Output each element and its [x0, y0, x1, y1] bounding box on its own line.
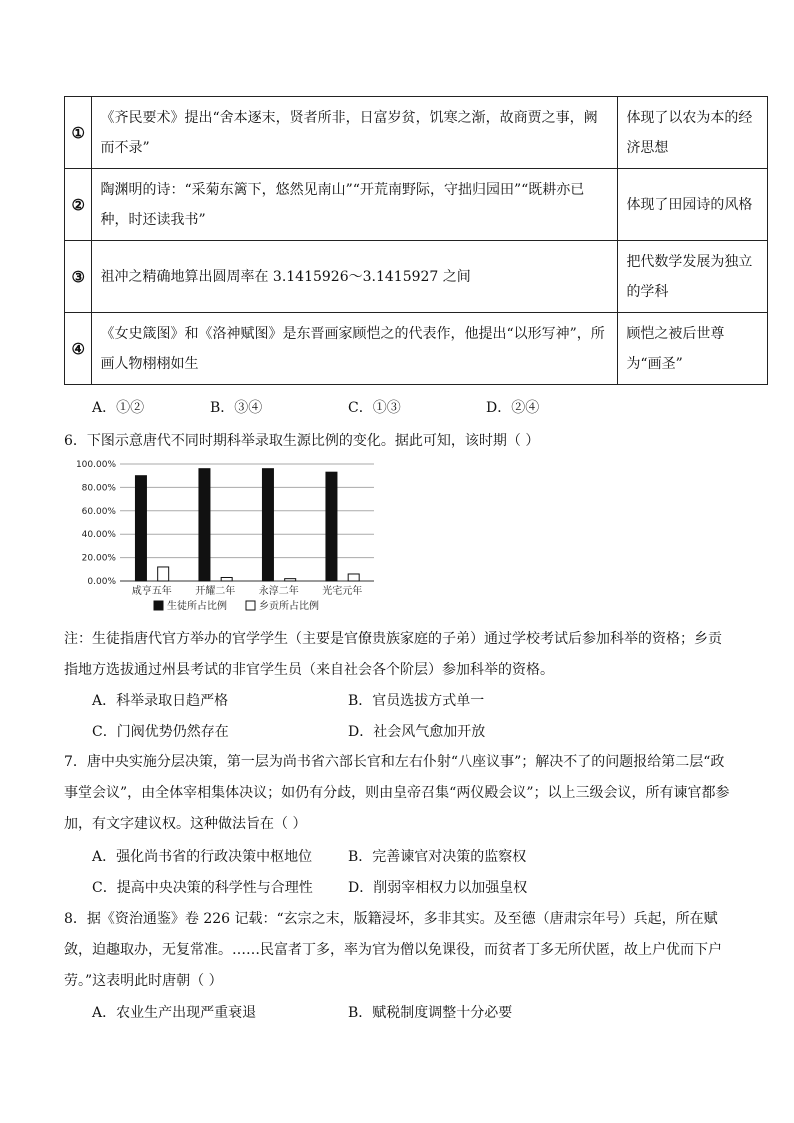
q6-option-d: D．社会风气愈加开放 [348, 724, 486, 740]
bar-乡贡所占比例 [158, 567, 169, 581]
x-tick-label: 永淳二年 [258, 586, 299, 597]
x-tick-label: 光宅元年 [322, 586, 363, 597]
legend-label: 生徒所占比例 [167, 601, 227, 612]
q7-option-d: D．削弱宰相权力以加强皇权 [348, 880, 528, 896]
y-tick-label: 0.00% [87, 577, 116, 587]
row-description: 《齐民要术》提出“舍本逐末，贤者所非，日富岁贫，饥寒之渐，故商贾之事，阙而不录” [92, 97, 618, 169]
x-tick-label: 开耀二年 [195, 586, 236, 597]
bar-乡贡所占比例 [285, 579, 296, 581]
q7-stem: 7．唐中央实施分层决策，第一层为尚书省六部长官和左右仆射“八座议事”；解决不了的问题报给第二层“政事堂会议”，由全体宰相集体决议；如仍有分歧，则由皇帝召集“两仪殿会议”；以上三级会议，所有谏官都参加，有文字建议权。这种做法旨在（ ） [64, 754, 730, 832]
legend-swatch [246, 601, 255, 610]
q6-option-b: B．官员选拔方式单一 [348, 693, 485, 709]
q7-option-b: B．完善谏官对决策的监察权 [348, 849, 527, 865]
q6-option-a: A．科举录取日趋严格 [92, 693, 229, 709]
q5-option-d: D．②④ [486, 400, 540, 416]
row-number: ② [65, 169, 92, 241]
q6-option-c: C．门阀优势仍然存在 [92, 724, 229, 740]
row-conclusion: 顾恺之被后世尊为“画圣” [618, 313, 768, 385]
table-row [65, 97, 768, 169]
q5-statement-table [64, 96, 768, 385]
q6-note: 注：生徒指唐代官方举办的官学学生（主要是官僚贵族家庭的子弟）通过学校考试后参加科举的资格；乡贡指地方选拔通过州县考试的非官学生员（来自社会各个阶层）参加科举的资格。 [64, 631, 722, 678]
legend-swatch [154, 601, 163, 610]
q5-option-b: B．③④ [210, 400, 263, 416]
q8-option-b: B．赋税制度调整十分必要 [348, 1005, 513, 1021]
q5-option-c: C．①③ [348, 400, 401, 416]
chart-y-tick-labels [76, 460, 116, 587]
bar-生徒所占比例 [135, 476, 146, 581]
bar-生徒所占比例 [326, 472, 337, 581]
row-conclusion: 体现了以农为本的经济思想 [618, 97, 768, 169]
row-description: 陶渊明的诗：“采菊东篱下，悠然见南山”“开荒南野际，守拙归园田”“既耕亦已种，时还读我书” [92, 169, 618, 241]
legend-label: 乡贡所占比例 [259, 601, 319, 612]
chart-bars [135, 469, 359, 581]
q8-option-a: A．农业生产出现严重衰退 [92, 1005, 257, 1021]
y-tick-label: 20.00% [81, 553, 116, 564]
x-tick-label: 咸亨五年 [131, 586, 172, 597]
bar-生徒所占比例 [199, 469, 210, 581]
q5-option-a: A．①② [92, 400, 145, 416]
row-number: ④ [65, 313, 92, 385]
table-row [65, 169, 768, 241]
row-conclusion: 体现了田园诗的风格 [618, 169, 768, 241]
row-description: 祖冲之精确地算出圆周率在 3.1415926～3.1415927 之间 [92, 241, 618, 313]
bar-乡贡所占比例 [348, 574, 359, 581]
row-conclusion: 把代数学发展为独立的学科 [618, 241, 768, 313]
q6-stem: 6．下图示意唐代不同时期科举录取生源比例的变化。据此可知，该时期（ ） [64, 433, 540, 449]
chart-x-tick-labels [132, 584, 363, 597]
bar-生徒所占比例 [262, 469, 273, 581]
row-description: 《女史箴图》和《洛神赋图》是东晋画家顾恺之的代表作，他提出“以形写神”，所画人物栩栩如生 [92, 313, 618, 385]
q7-option-a: A．强化尚书省的行政决策中枢地位 [92, 849, 313, 865]
y-tick-label: 40.00% [81, 530, 116, 541]
row-number: ③ [65, 241, 92, 313]
y-tick-label: 60.00% [81, 506, 116, 517]
y-tick-label: 100.00% [75, 460, 116, 470]
q7-option-c: C．提高中央决策的科学性与合理性 [92, 880, 313, 896]
chart-legend [154, 599, 319, 612]
table-row [65, 313, 768, 385]
table-row [65, 241, 768, 313]
y-tick-label: 80.00% [81, 483, 116, 494]
q8-stem: 8．据《资治通鉴》卷 226 记载：“玄宗之末，版籍浸坏，多非其实。及至德（唐肃宗年号）兵起，所在赋敛，迫趣取办，无复常准。……民富者丁多，率为官为僧以免课役，而贫者丁多无所伏匿，故上户优而下户劳。”这表明此时唐朝（ ） [64, 911, 722, 989]
bar-乡贡所占比例 [221, 577, 232, 581]
row-number: ① [65, 97, 92, 169]
q6-bar-chart [64, 456, 384, 620]
